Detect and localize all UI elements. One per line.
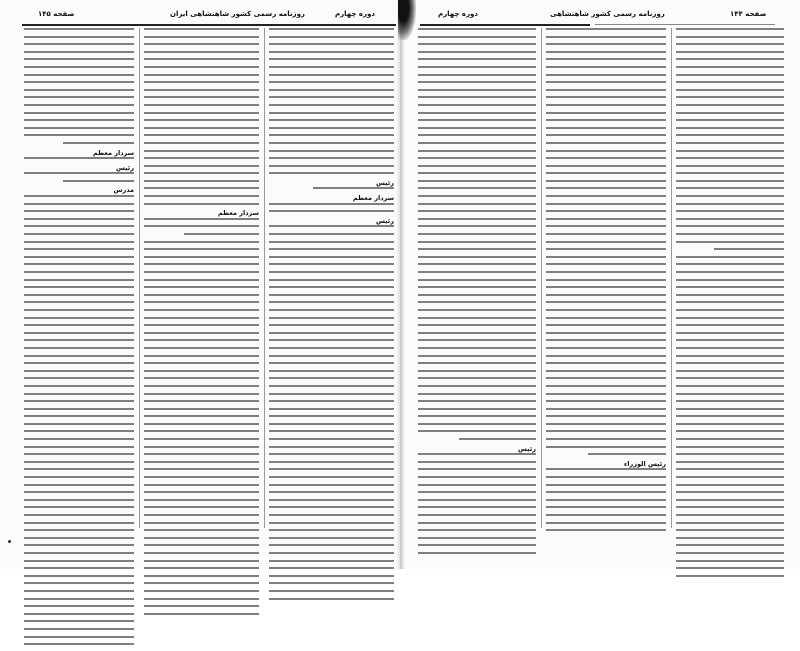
scan-speck (8, 540, 11, 543)
column-separator (139, 28, 140, 528)
right-page (400, 0, 800, 569)
column-separator (541, 28, 542, 528)
left-page (0, 0, 400, 569)
left-page-title: روزنامه رسمی کشور شاهنشاهی ایران (170, 10, 305, 18)
left-page-number: صفحه ۱۴۵ (38, 10, 75, 18)
column-separator (671, 28, 672, 528)
column-separator (264, 28, 265, 528)
header-rule (22, 24, 397, 26)
right-column-3 (418, 28, 536, 560)
heading: رئیس (115, 163, 134, 172)
left-column-3 (24, 28, 134, 651)
right-page-title: روزنامه رسمی کشور شاهنشاهی (550, 10, 665, 18)
heading: سردار معظم (352, 194, 394, 203)
header-rule (595, 24, 775, 25)
heading: رئیس (375, 178, 394, 187)
heading: مدرس (113, 186, 134, 195)
right-column-1 (676, 28, 784, 582)
right-column-2 (546, 28, 666, 537)
book-spine (396, 0, 406, 569)
heading: رئیس (517, 444, 536, 453)
heading: سردار معظم (217, 209, 259, 218)
heading: رئیس (375, 216, 394, 225)
heading: رئیس الوزراء (623, 459, 666, 468)
right-page-number: صفحه ۱۴۴ (730, 10, 767, 18)
left-column-1 (269, 28, 394, 605)
left-column-2 (144, 28, 259, 620)
header-rule (420, 24, 590, 26)
left-page-period: دوره چهارم (335, 10, 375, 18)
ink-blot (398, 0, 416, 40)
heading: سردار معظم (92, 148, 134, 157)
right-page-period: دوره چهارم (438, 10, 478, 18)
